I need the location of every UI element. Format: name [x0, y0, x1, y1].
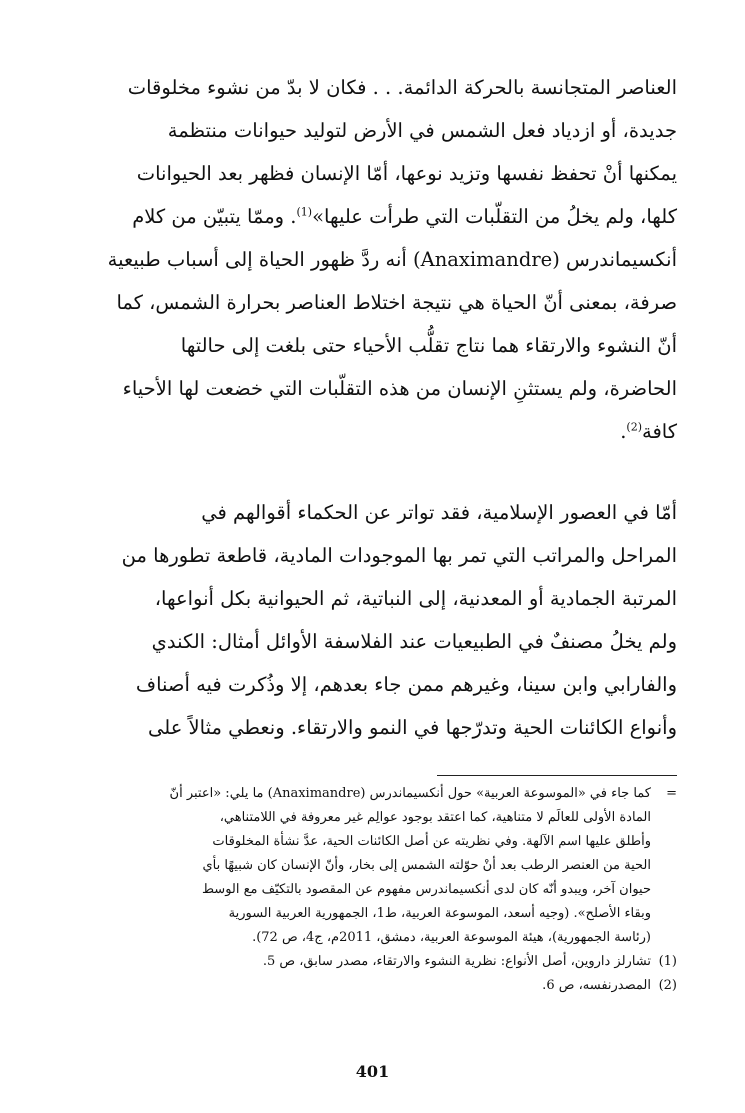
page-body — [78, 66, 677, 998]
paragraph-2 — [78, 491, 677, 749]
text-line: العناصر المتجانسة بالحركة الدائمة. . . فكان لا بدّ من نشوء مخلوقات — [127, 76, 677, 99]
footnotes — [78, 782, 677, 998]
text-line-part: كلها، ولم يخلُ من التقلّبات التي طرأت عليها» — [312, 205, 677, 228]
text-line-part: . — [620, 420, 627, 443]
footnote-2 — [78, 974, 677, 998]
footnote-number: (1) — [658, 954, 677, 969]
page-number: 401 — [355, 1062, 390, 1081]
text-line: يمكنها أنْ تحفظ نفسها وتزيد نوعها، أمّا الإنسان فظهر بعد الحيوانات — [136, 162, 677, 185]
text-line: الحاضرة، ولم يستثنِ الإنسان من هذه التقلّبات التي خضعت لها الأحياء — [122, 377, 677, 400]
text-line: جديدة، أو ازدياد فعل الشمس في الأرض لتوليد حيوانات منتظمة — [167, 119, 677, 142]
text-line-part: . وممّا يتبيّن من كلام — [132, 205, 297, 228]
footnote-line: الحية من العنصر الرطب بعد أنْ حوّلته الشمس إلى بخار، وأنّ الإنسان كان شبيهًا بأي — [202, 858, 651, 873]
footnote-line: كما جاء في «الموسوعة العربية» حول أنكسيماندرس (Anaximandre) ما يلي: «اعتبر أنّ — [169, 786, 651, 801]
text-line: المراحل والمراتب التي تمر بها الموجودات المادية، قاطعة تطورها من — [121, 544, 677, 567]
footnote-line: وبقاء الأصلح». (وجيه أسعد، الموسوعة العربية، ط1، الجمهورية العربية السورية — [228, 906, 651, 921]
footnote-line: المادة الأولى للعالَم لا متناهية، كما اعتقد بوجود عوالِم غير معروفة في اللامتناهي، — [219, 810, 651, 825]
footnote-text: تشارلز داروين، أصل الأنواع: نظرية النشوء والارتقاء، مصدر سابق، ص 5. — [262, 954, 651, 969]
text-line: أمّا في العصور الإسلامية، فقد تواتر عن الحكماء أقوالهم في — [201, 501, 677, 524]
footnote-continuation — [78, 782, 677, 950]
footnote-divider — [437, 775, 677, 776]
text-line-part: كافة — [641, 420, 677, 443]
text-line: أنكسيماندرس (Anaximandre) أنه ردَّ ظهور الحياة إلى أسباب طبيعية — [107, 248, 677, 271]
text-line: والفارابي وابن سينا، وغيرهم ممن جاء بعدهم، إلا وذُكرت فيه أصناف — [135, 673, 677, 696]
text-line — [78, 410, 677, 453]
text-line: المرتبة الجمادية أو المعدنية، إلى النباتية، ثم الحيوانية بكل أنواعها، — [154, 587, 677, 610]
paragraph-1 — [78, 66, 677, 453]
text-line: وأنواع الكائنات الحية وتدرّجها في النمو والارتقاء. ونعطي مثالاً على — [148, 716, 677, 739]
footnote-text: المصدرنفسه، ص 6. — [542, 978, 651, 993]
text-line: صرفة، بمعنى أنّ الحياة هي نتيجة اختلاط العناصر بحرارة الشمس، كما — [116, 291, 677, 314]
text-line: ولم يخلُ مصنفٌ في الطبيعيات عند الفلاسفة الأوائل أمثال: الكندي — [151, 630, 677, 653]
continuation-marker: = — [666, 786, 677, 801]
footnote-ref-2[interactable]: (2) — [626, 420, 642, 434]
footnote-line: وأطلق عليها اسم الآلهة. وفي نظريته عن أصل الكائنات الحية، عدَّ نشأة المخلوقات — [212, 834, 651, 849]
footnote-line: (رئاسة الجمهورية)، هيئة الموسوعة العربية، دمشق، 2011م، ج4، ص 72). — [252, 930, 651, 945]
footnote-line: حيوان آخر، ويبدو أنّه كان لدى أنكسيماندرس مفهوم عن المقصود بالتكيّف مع الوسط — [201, 882, 651, 897]
text-line — [78, 195, 677, 238]
text-line: أنّ النشوء والارتقاء هما نتاج تقلُّب الأحياء حتى بلغت إلى حالتها — [180, 334, 677, 357]
footnote-ref-1[interactable]: (1) — [296, 205, 313, 219]
footnote-1 — [78, 950, 677, 974]
footnote-number: (2) — [658, 978, 677, 993]
